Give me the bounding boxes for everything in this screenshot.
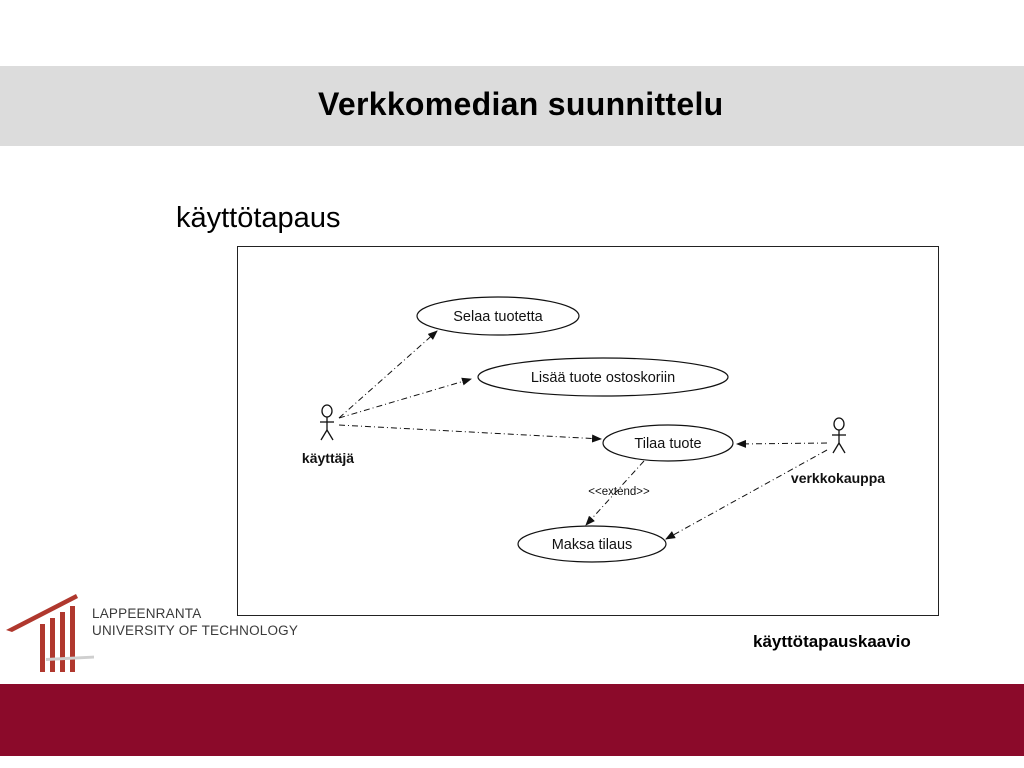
actor-shop-head [834, 418, 844, 430]
link-user-browse [339, 331, 437, 418]
actor-user-head [322, 405, 332, 417]
footer-band [0, 684, 1024, 756]
link-user-add-to-cart [339, 379, 471, 418]
logo-line-1: LAPPEENRANTA [92, 606, 202, 621]
slide-subtitle: käyttötapaus [176, 202, 341, 234]
logo-mark-icon [4, 588, 94, 676]
use-case-diagram [237, 246, 939, 616]
use-case-add-to-cart-label: Lisää tuote ostoskoriin [530, 370, 676, 386]
use-case-pay-label: Maksa tilaus [551, 537, 633, 553]
diagram-canvas [238, 247, 940, 617]
diagram-caption: käyttötapauskaavio [753, 632, 911, 651]
slide-title: Verkkomedian suunnittelu [318, 86, 724, 122]
university-logo [4, 588, 300, 676]
link-user-order [339, 425, 601, 439]
logo-line-2: UNIVERSITY OF TECHNOLOGY [92, 623, 299, 638]
use-case-add-to-cart [478, 358, 728, 396]
use-case-order [603, 425, 733, 461]
extend-label: <<extend>> [588, 486, 650, 498]
link-shop-order [737, 443, 827, 444]
actor-shop [832, 418, 846, 453]
use-case-browse-label: Selaa tuotetta [453, 309, 543, 325]
use-case-browse [417, 297, 579, 335]
use-case-order-label: Tilaa tuote [634, 436, 702, 452]
actor-shop-label: verkkokauppa [790, 470, 886, 486]
use-case-pay [518, 526, 666, 562]
actor-user [320, 405, 334, 440]
actor-user-label: käyttäjä [301, 450, 355, 466]
link-shop-pay [666, 450, 827, 539]
